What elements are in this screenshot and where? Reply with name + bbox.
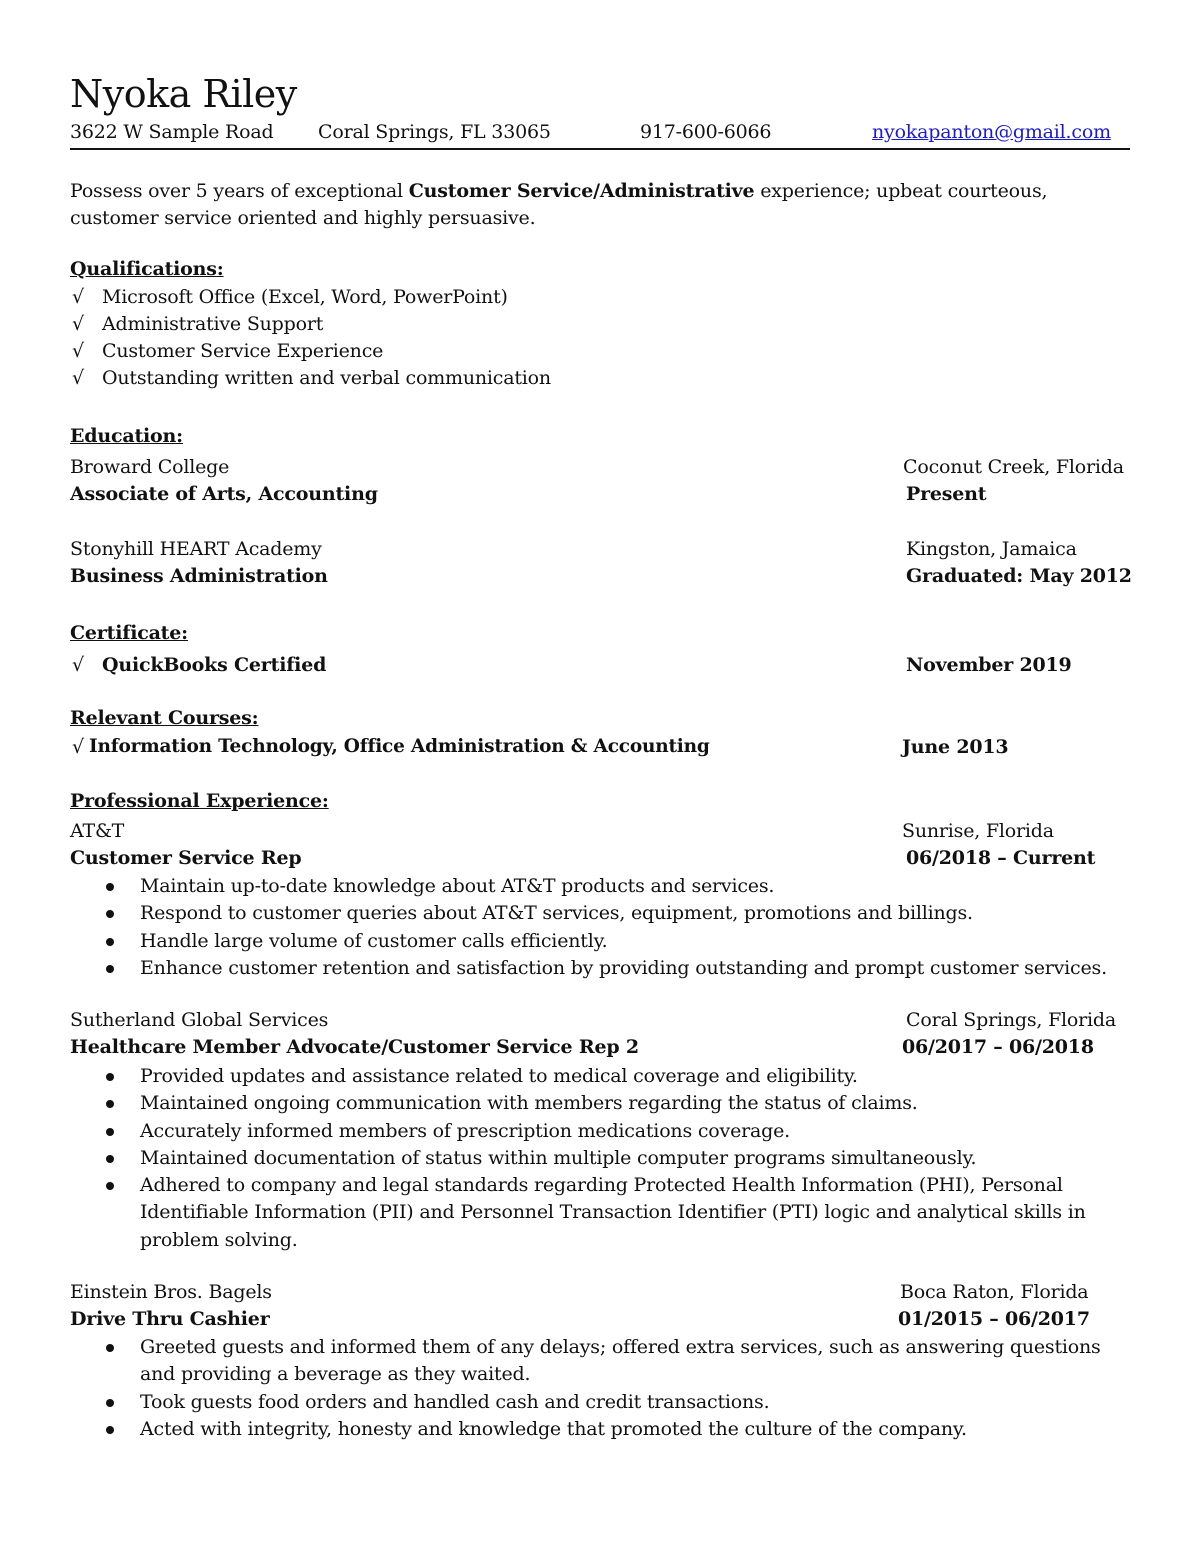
summary-bold: Customer Service/Administrative	[408, 180, 755, 202]
job-bullets	[100, 1334, 1130, 1443]
degree-date: Graduated: May 2012	[906, 565, 1132, 587]
job-dates: 06/2018 – Current	[906, 847, 1096, 869]
certificate-heading: Certificate:	[70, 622, 188, 644]
job-bullets	[100, 873, 1107, 982]
check-icon: √	[72, 367, 84, 389]
check-icon: √	[72, 654, 84, 676]
list-item: Enhance customer retention and satisfaction by providing outstanding and prompt customer services.	[100, 955, 1107, 982]
degree: Business Administration	[70, 565, 328, 587]
qualification-item: Outstanding written and verbal communication	[102, 367, 551, 389]
courses-date: June 2013	[902, 736, 1009, 758]
city: Coral Springs, FL 33065	[318, 121, 551, 143]
certificate-item: QuickBooks Certified	[102, 654, 327, 676]
courses-item: Information Technology, Office Administration & Accounting	[89, 736, 710, 757]
check-icon: √	[72, 286, 84, 308]
list-item: Maintain up-to-date knowledge about AT&T products and services.	[100, 873, 1107, 900]
candidate-name: Nyoka Riley	[70, 72, 297, 116]
summary	[70, 178, 1140, 232]
check-icon: √	[72, 736, 84, 758]
school-location: Kingston, Jamaica	[906, 538, 1077, 560]
company-location: Sunrise, Florida	[902, 820, 1054, 842]
qualifications-heading: Qualifications:	[70, 258, 224, 280]
company-location: Coral Springs, Florida	[906, 1009, 1117, 1031]
list-item: Took guests food orders and handled cash and credit transactions.	[100, 1389, 1130, 1416]
phone: 917-600-6066	[640, 121, 772, 143]
list-item: Respond to customer queries about AT&T services, equipment, promotions and billings.	[100, 900, 1107, 927]
summary-post: experience; upbeat courteous, customer service oriented and highly persuasive.	[70, 180, 1048, 229]
header-divider	[70, 148, 1130, 150]
school-name: Stonyhill HEART Academy	[70, 538, 322, 560]
company-name: Sutherland Global Services	[70, 1009, 329, 1031]
job-dates: 06/2017 – 06/2018	[902, 1036, 1094, 1058]
qualification-item: Customer Service Experience	[102, 340, 384, 362]
job-title: Drive Thru Cashier	[70, 1308, 270, 1330]
job-dates: 01/2015 – 06/2017	[898, 1308, 1090, 1330]
check-icon: √	[72, 340, 84, 362]
job-title: Customer Service Rep	[70, 847, 302, 869]
company-name: Einstein Bros. Bagels	[70, 1281, 272, 1303]
check-icon: √	[72, 313, 84, 335]
email-link[interactable]: nyokapanton@gmail.com	[872, 121, 1111, 143]
list-item: Accurately informed members of prescription medications coverage.	[100, 1118, 1130, 1145]
list-item: Maintained documentation of status within multiple computer programs simultaneously.	[100, 1145, 1130, 1172]
list-item: Maintained ongoing communication with members regarding the status of claims.	[100, 1090, 1130, 1117]
list-item: Handle large volume of customer calls efficiently.	[100, 928, 1107, 955]
summary-pre: Possess over 5 years of exceptional	[70, 180, 409, 202]
certificate-date: November 2019	[906, 654, 1072, 676]
degree: Associate of Arts, Accounting	[70, 483, 378, 505]
education-heading: Education:	[70, 425, 183, 447]
school-name: Broward College	[70, 456, 230, 478]
list-item: Acted with integrity, honesty and knowledge that promoted the culture of the company.	[100, 1416, 1130, 1443]
school-location: Coconut Creek, Florida	[903, 456, 1124, 478]
qualification-item: Microsoft Office (Excel, Word, PowerPoint)	[102, 286, 508, 308]
list-item: Greeted guests and informed them of any delays; offered extra services, such as answering questions and providing a beverage as they waited.	[100, 1334, 1130, 1389]
list-item: Adhered to company and legal standards regarding Protected Health Information (PHI), Personal Identifiable Information (PII) and Personnel Transaction Identifier (PTI) logic and analytical skills in problem solving.	[100, 1172, 1130, 1254]
experience-heading: Professional Experience:	[70, 790, 329, 812]
address: 3622 W Sample Road	[70, 121, 274, 143]
company-location: Boca Raton, Florida	[900, 1281, 1089, 1303]
list-item: Provided updates and assistance related to medical coverage and eligibility.	[100, 1063, 1130, 1090]
job-title: Healthcare Member Advocate/Customer Service Rep 2	[70, 1036, 639, 1058]
job-bullets	[100, 1063, 1130, 1254]
degree-date: Present	[906, 483, 987, 505]
company-name: AT&T	[70, 820, 125, 842]
courses-heading: Relevant Courses:	[70, 707, 259, 729]
qualification-item: Administrative Support	[102, 313, 324, 335]
